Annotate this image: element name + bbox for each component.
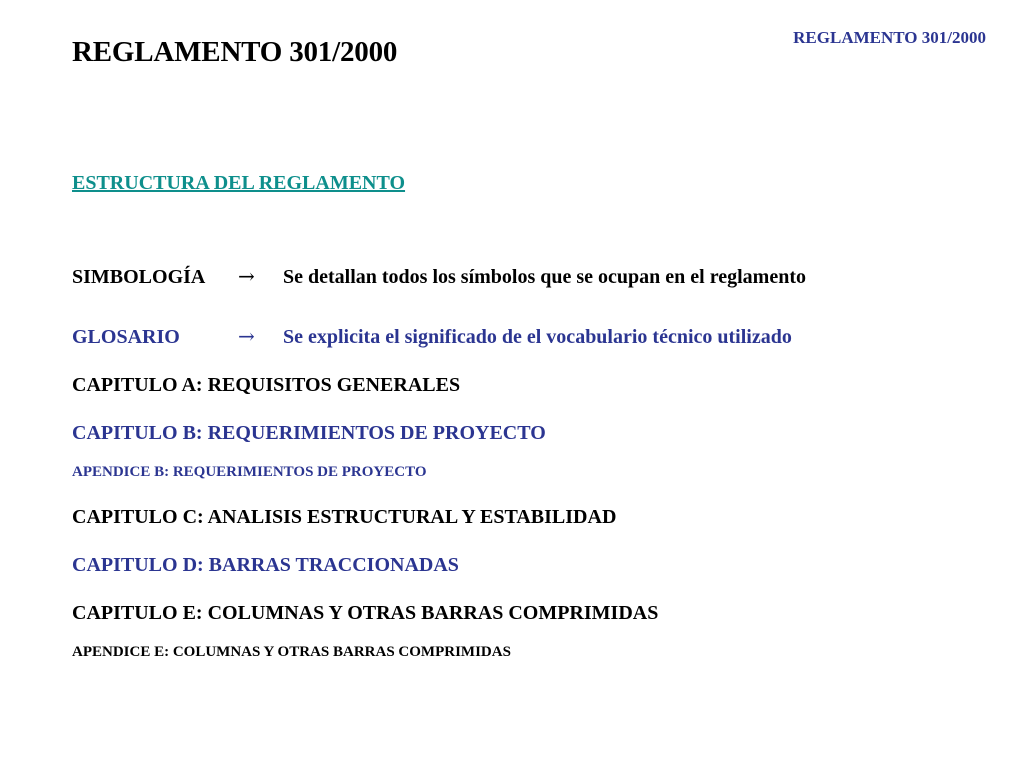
chapter-d: CAPITULO D: BARRAS TRACCIONADAS [72, 554, 459, 576]
right-arrow-icon: → [238, 264, 255, 288]
definition-term: SIMBOLOGÍA [72, 266, 206, 288]
chapter-b: CAPITULO B: REQUERIMIENTOS DE PROYECTO [72, 422, 546, 444]
chapter-a: CAPITULO A: REQUISITOS GENERALES [72, 374, 461, 396]
appendix-b: APENDICE B: REQUERIMIENTOS DE PROYECTO [72, 464, 427, 480]
appendix-e: APENDICE E: COLUMNAS Y OTRAS BARRAS COMPRIMIDAS [72, 644, 511, 660]
definition-description: Se detallan todos los símbolos que se ocupan en el reglamento [283, 266, 806, 288]
definition-term: GLOSARIO [72, 326, 180, 348]
right-arrow-icon: → [238, 324, 255, 348]
page-title: REGLAMENTO 301/2000 [72, 36, 398, 68]
chapter-c: CAPITULO C: ANALISIS ESTRUCTURAL Y ESTABILIDAD [72, 506, 617, 528]
definition-description: Se explicita el significado de el vocabulario técnico utilizado [283, 326, 792, 348]
corner-header-label: REGLAMENTO 301/2000 [793, 28, 986, 47]
chapter-e: CAPITULO E: COLUMNAS Y OTRAS BARRAS COMPRIMIDAS [72, 602, 659, 624]
section-heading-link[interactable]: ESTRUCTURA DEL REGLAMENTO [72, 172, 406, 194]
definition-row-glosario [72, 324, 792, 349]
definition-row-simbologia [72, 264, 806, 289]
